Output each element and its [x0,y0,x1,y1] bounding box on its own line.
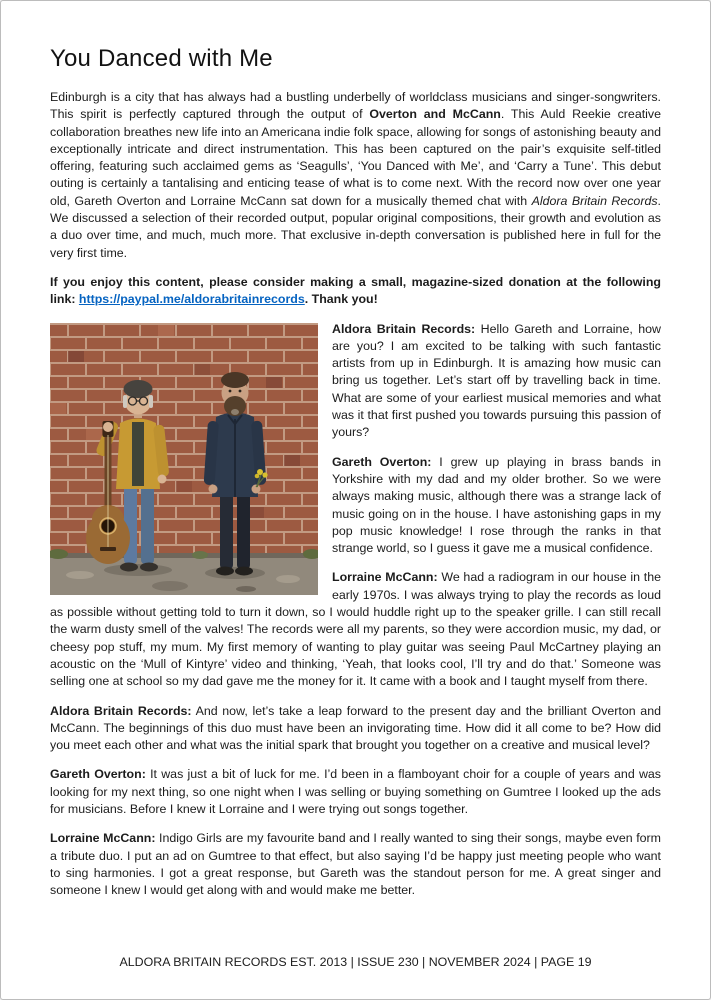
text-run: If you enjoy this content, please consider making a small, magazine-sized donation at the following link: [50,274,661,307]
page-footer: ALDORA BRITAIN RECORDS EST. 2013 | ISSUE 230 | NOVEMBER 2024 | PAGE 19 [119,955,592,969]
speaker-name: Gareth Overton: [50,767,146,782]
band-photo-illustration [50,323,318,595]
interview-paragraph [50,830,661,899]
speaker-name: Lorraine McCann: [50,831,156,846]
text-run: Edinburgh is a city that has always had a bustling underbelly of worldclass musicians and singer-songwriters. This spirit is perfectly captured through the output of [50,90,661,122]
text-run: . Thank you! [304,292,378,307]
cap [124,380,153,398]
text-run: Overton and McCann [369,107,501,122]
intro-paragraph [50,89,661,262]
interview-paragraph [50,703,661,755]
interview-text: And now, let’s take a leap forward to the present day and the brilliant Overton and McCann. The beginnings of this duo must have been an invigorating time. How did it all come to be? How did you meet each other and what was the initial spark that brought you together on a creative and musical level? [50,703,661,753]
paypal-donation-link[interactable]: https://paypal.me/aldorabritainrecords [78,292,305,307]
speaker-name: Gareth Overton: [332,454,432,469]
donation-paragraph [50,274,661,309]
interview-text: It was just a bit of luck for me. I’d been in a flamboyant choir for a couple of years and was looking for my next thing, so one night when I was selling or buying something on Gumtree I looked up the ads for musicians. Before I knew it Lorraine and I were trying out songs together. [50,767,661,816]
text-run: . This Auld Reekie creative collaboration breathes new life into an Americana indie folk space, allowing for songs of astonishing beauty and exceptionally intricate and direct instrumentation. This has been captured on the pair’s exquisite self-titled offering, featuring such acclaimed gems as ‘Seagulls’, ‘You Danced with Me’, and ‘Carry a Tune’. This debut outing is certainly a tantalising and enticing tease of what is to come next. With the record now over one year old, Gareth Overton and Lorraine McCann sat down for a musically themed chat with [50,107,661,208]
page-title: You Danced with Me [50,45,273,72]
interview-paragraph [50,766,661,818]
speaker-name: Aldora Britain Records: [50,703,192,718]
speaker-name: Aldora Britain Records: [332,321,476,336]
band-photo [50,323,318,595]
interview-text: Hello Gareth and Lorraine, how are you? I am excited to be talking with such fantastic artists from up in Edinburgh. It is amazing how music can bring us together. Let’s start off by travelling back in time. What are some of your earliest musical memories and what was it that first pushed you towards pursuing this passion of yours? [332,321,661,440]
text-run: Aldora Britain Records [531,193,658,208]
hand-on-guitar [103,422,113,432]
interview-text: Indigo Girls are my favourite band and I really wanted to sing their songs, maybe even form a tribute duo. I put an ad on Gumtree to that effect, but also saying I’d be happy just meeting people who want to sing harmonies. I got a great response, but Gareth was the standout person for me. A great singer and someone I knew I would get along with and would make me better. [50,831,662,898]
interview-text: We had a radiogram in our house in the early 1970s. I was always trying to play the records as loud as possible without getting told to turn it down, so I would huddle right up to the speaker grille. I can still recall the warm dusty smell of the valves! The records were all my parents, so they were accordion music, my dad, or cheesy pop stuff, my mum. My first memory of wanting to play guitar was seeing Paul McCartney playing an acoustic on the ‘Mull of Kintyre’ video and thinking, ‘Yeah, that looks cool, I’ll try and do that.’ Someone was selling one at school so my dad gave me the money for it. It came with a book and I taught myself from there. [50,570,661,689]
text-run: . We discussed a selection of their recorded output, popular original compositions, their growth and evolution as a duo over time, and much, much more. That exclusive in-depth conversation is published here in full for the very first time. [50,193,661,260]
hair [221,372,249,388]
interview-text: I grew up playing in brass bands in Yorkshire with my dad and my older brother. So we were always making music, although there was a strange lack of music going on in the house. I have astonishing gaps in my pop music knowledge! I rose through the ranks in that strange world, so I guess it gave me a musical confidence. [332,454,661,556]
speaker-name: Lorraine McCann: [332,570,438,585]
interview-section [50,321,661,912]
